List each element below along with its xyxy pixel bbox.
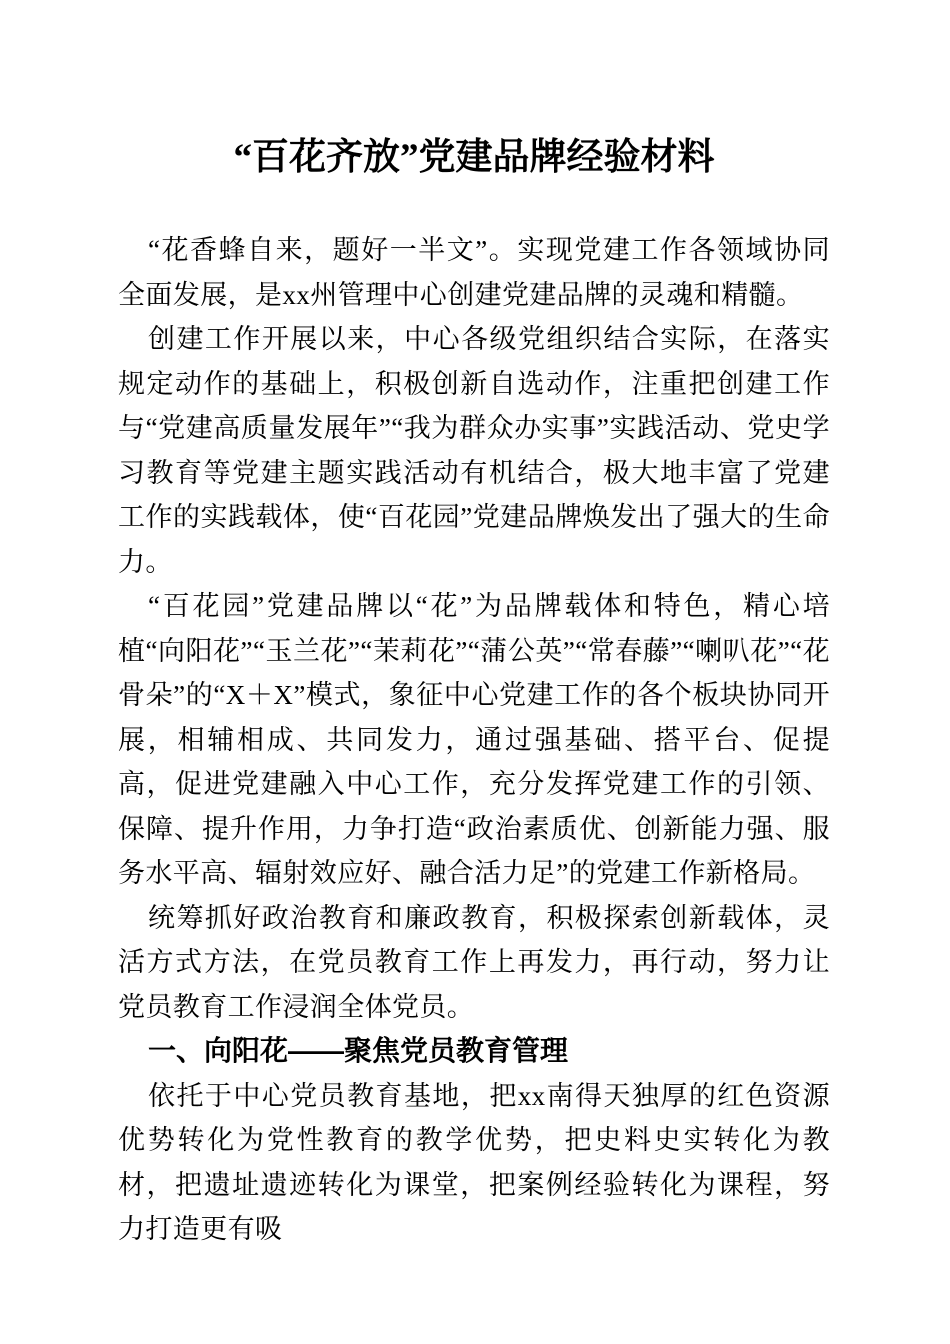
paragraph-flower-model: “百花园”党建品牌以“花”为品牌载体和特色，精心培植“向阳花”“玉兰花”“茉莉花”“蒲公英”“常春藤”“喇叭花”“花骨朵”的“X＋X”模式，象征中心党建工作的各个板块协同开展，相辅相成、共同发力，通过强基础、搭平台、促提高，促进党建融入中心工作，充分发挥党建工作的引领、保障、提升作用，力争打造“政治素质优、创新能力强、服务水平高、辐射效应好、融合活力足”的党建工作新格局。 (118, 591, 830, 888)
paragraph-education-overview: 统筹抓好政治教育和廉政教育，积极探索创新载体，灵活方式方法，在党员教育工作上再发力，再行动，努力让党员教育工作浸润全体党员。 (118, 902, 830, 1022)
paragraph-education-base: 依托于中心党员教育基地，把xx南得天独厚的红色资源优势转化为党性教育的教学优势，把史料史实转化为教材，把遗址遗迹转化为课堂，把案例经验转化为课程，努力打造更有吸 (118, 1080, 830, 1244)
document-title: “百花齐放”党建品牌经验材料 (233, 137, 715, 178)
paragraph-creation-work: 创建工作开展以来，中心各级党组织结合实际，在落实规定动作的基础上，积极创新自选动作，注重把创建工作与“党建高质量发展年”“我为群众办实事”实践活动、党史学习教育等党建主题实践活动有机结合，极大地丰富了党建工作的实践载体，使“百花园”党建品牌焕发出了强大的生命力。 (118, 324, 830, 577)
section-heading-sunflower: 一、向阳花——聚焦党员教育管理 (148, 1035, 569, 1066)
paragraph-brand-soul: “花香蜂自来，题好一半文”。实现党建工作各领域协同全面发展，是xx州管理中心创建党建品牌的灵魂和精髓。 (118, 235, 830, 310)
